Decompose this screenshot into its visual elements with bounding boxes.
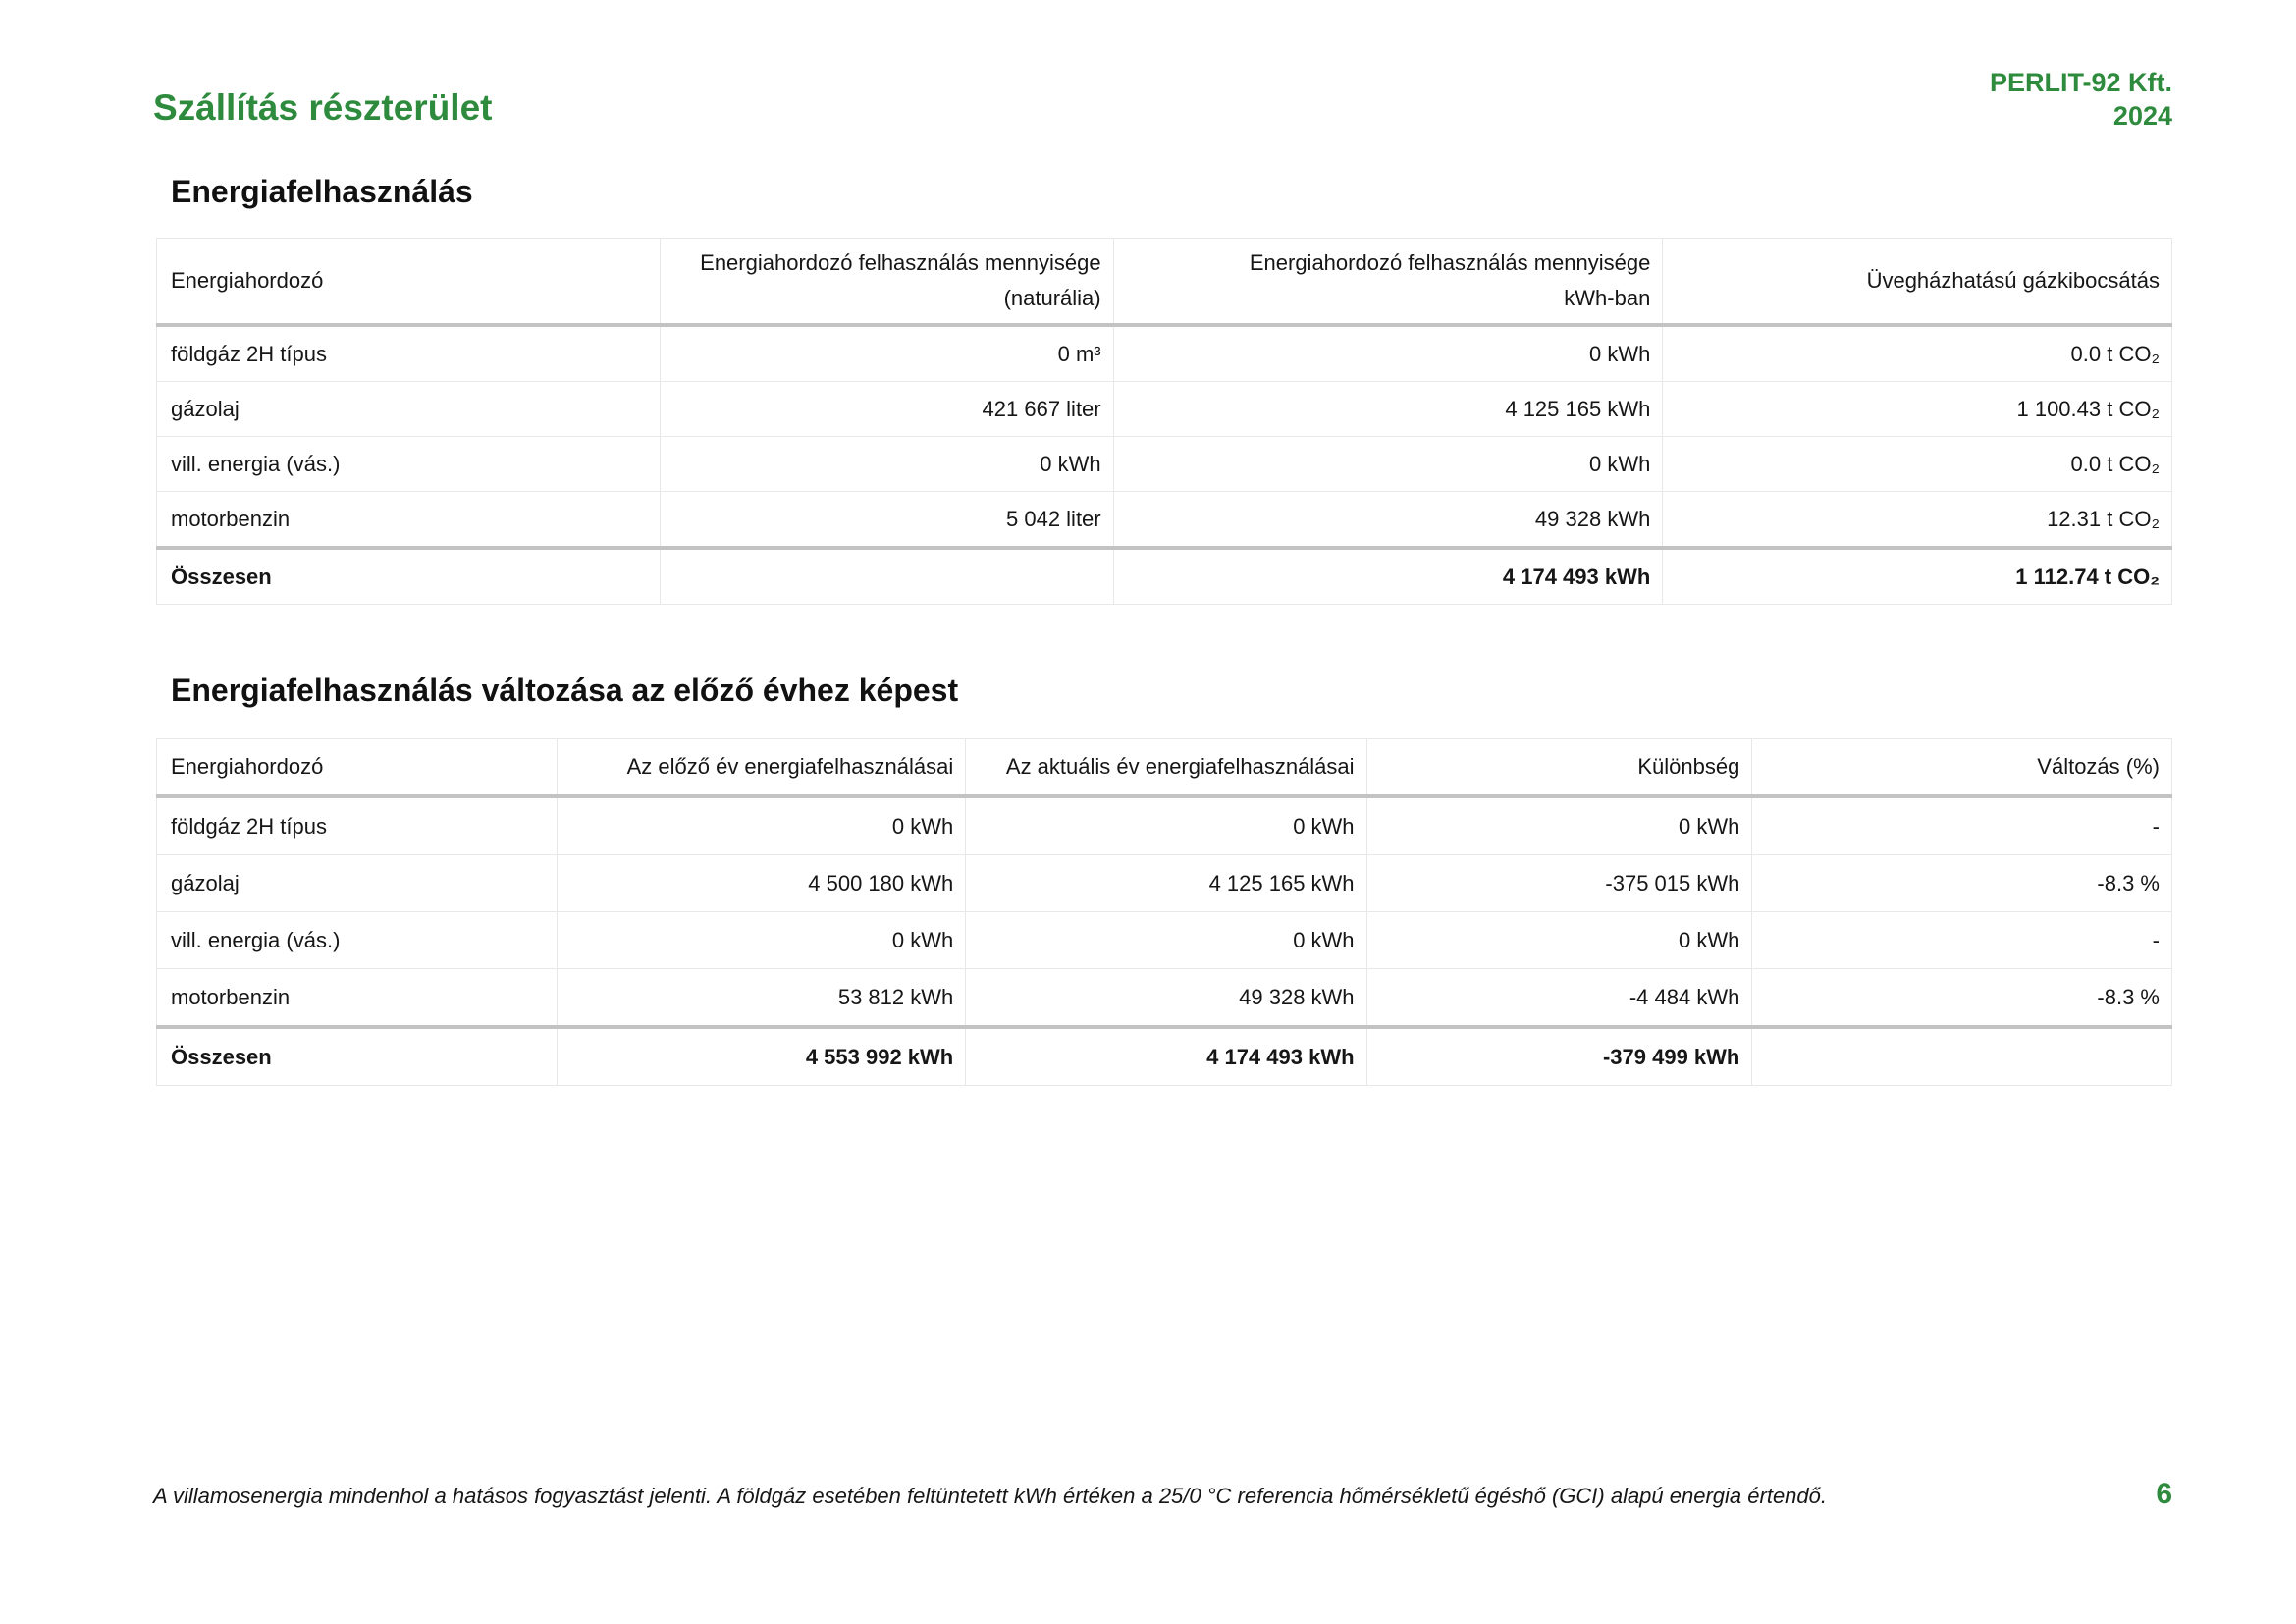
column-header — [1113, 239, 1663, 326]
table-cell: -375 015 kWh — [1366, 855, 1752, 912]
table-row — [157, 855, 2172, 912]
table-cell: 4 125 165 kWh — [1113, 382, 1663, 437]
header-row — [157, 739, 2172, 797]
total-row — [157, 1027, 2172, 1086]
column-header-line: Üvegházhatású gázkibocsátás — [1866, 267, 2160, 293]
table-cell: földgáz 2H típus — [157, 796, 558, 855]
column-header — [558, 739, 966, 797]
table-cell: 4 174 493 kWh — [1113, 548, 1663, 605]
table-row — [157, 325, 2172, 382]
table-row — [157, 912, 2172, 969]
table-cell: motorbenzin — [157, 969, 558, 1028]
table-cell: 0 kWh — [558, 912, 966, 969]
table-row — [157, 969, 2172, 1028]
table-cell: - — [1752, 912, 2172, 969]
section-heading-energy-change: Energiafelhasználás változása az előző évhez képest — [171, 673, 959, 708]
table-cell: vill. energia (vás.) — [157, 912, 558, 969]
column-header — [1752, 739, 2172, 797]
table-cell: 49 328 kWh — [966, 969, 1366, 1028]
column-header — [660, 239, 1113, 326]
column-header-line: Energiahordozó — [171, 267, 324, 293]
section-heading-energy-usage: Energiafelhasználás — [171, 174, 473, 209]
table-cell: motorbenzin — [157, 492, 661, 549]
table-cell: földgáz 2H típus — [157, 325, 661, 382]
column-header-line: kWh-ban — [1564, 286, 1651, 310]
column-header-line: Változás (%) — [2037, 753, 2160, 779]
table-cell: -8.3 % — [1752, 969, 2172, 1028]
table-cell — [660, 548, 1113, 605]
table-cell: gázolaj — [157, 382, 661, 437]
page-footer — [153, 1478, 2172, 1511]
table-cell: 0.0 t CO₂ — [1663, 437, 2172, 492]
header-row — [157, 239, 2172, 326]
table-row — [157, 796, 2172, 855]
table-cell: 0 kWh — [1113, 437, 1663, 492]
table-cell: 0 kWh — [966, 796, 1366, 855]
column-header — [966, 739, 1366, 797]
table-row — [157, 382, 2172, 437]
total-row — [157, 548, 2172, 605]
table-cell: 4 125 165 kWh — [966, 855, 1366, 912]
table-cell: 0 m³ — [660, 325, 1113, 382]
data-table — [156, 238, 2172, 605]
data-table — [156, 738, 2172, 1086]
table-cell: -379 499 kWh — [1366, 1027, 1752, 1086]
column-header — [1663, 239, 2172, 326]
column-header-line: Energiahordozó — [171, 753, 324, 779]
column-header-line: Az aktuális év energiafelhasználásai — [1005, 753, 1355, 779]
column-header — [1366, 739, 1752, 797]
table-cell: vill. energia (vás.) — [157, 437, 661, 492]
table-cell: Összesen — [157, 1027, 558, 1086]
table-cell: 4 500 180 kWh — [558, 855, 966, 912]
table-cell: 0 kWh — [660, 437, 1113, 492]
table-row — [157, 437, 2172, 492]
table-cell: 49 328 kWh — [1113, 492, 1663, 549]
table-cell: 4 553 992 kWh — [558, 1027, 966, 1086]
table-cell: 0 kWh — [1366, 796, 1752, 855]
table-cell: 5 042 liter — [660, 492, 1113, 549]
page-number: 6 — [2156, 1478, 2172, 1510]
energy-usage-table — [156, 238, 2172, 605]
column-header-line: Különbség — [1637, 753, 1740, 779]
report-year: 2024 — [2112, 100, 2172, 131]
table-cell: 1 112.74 t CO₂ — [1663, 548, 2172, 605]
company-name: PERLIT-92 Kft. — [1989, 68, 2172, 97]
table-cell: gázolaj — [157, 855, 558, 912]
page-title: Szállítás részterület — [153, 87, 493, 128]
table-cell: 53 812 kWh — [558, 969, 966, 1028]
column-header-line: Energiahordozó felhasználás mennyisége — [1249, 249, 1651, 275]
table-cell — [1752, 1027, 2172, 1086]
table-cell: 0 kWh — [1366, 912, 1752, 969]
table-cell: 0 kWh — [558, 796, 966, 855]
column-header-line: (naturália) — [1003, 286, 1101, 310]
table-cell: -8.3 % — [1752, 855, 2172, 912]
column-header-line: Energiahordozó felhasználás mennyisége — [700, 249, 1101, 275]
table-cell: 0.0 t CO₂ — [1663, 325, 2172, 382]
table-cell: -4 484 kWh — [1366, 969, 1752, 1028]
table-cell: Összesen — [157, 548, 661, 605]
table-cell: 12.31 t CO₂ — [1663, 492, 2172, 549]
table-cell: 0 kWh — [1113, 325, 1663, 382]
table-cell: - — [1752, 796, 2172, 855]
footnote: A villamosenergia mindenhol a hatásos fogyasztást jelenti. A földgáz esetében feltüntetett kWh értéken a 25/0 °C referencia hőmérsékletű égéshő (GCI) alapú energia értendő. — [153, 1484, 1827, 1508]
column-header — [157, 239, 661, 326]
table-cell: 4 174 493 kWh — [966, 1027, 1366, 1086]
column-header — [157, 739, 558, 797]
table-cell: 0 kWh — [966, 912, 1366, 969]
table-cell: 1 100.43 t CO₂ — [1663, 382, 2172, 437]
column-header-line: Az előző év energiafelhasználásai — [626, 753, 954, 779]
report-header-right — [1990, 67, 2172, 134]
table-cell: 421 667 liter — [660, 382, 1113, 437]
table-row — [157, 492, 2172, 549]
energy-change-table — [156, 738, 2172, 1086]
